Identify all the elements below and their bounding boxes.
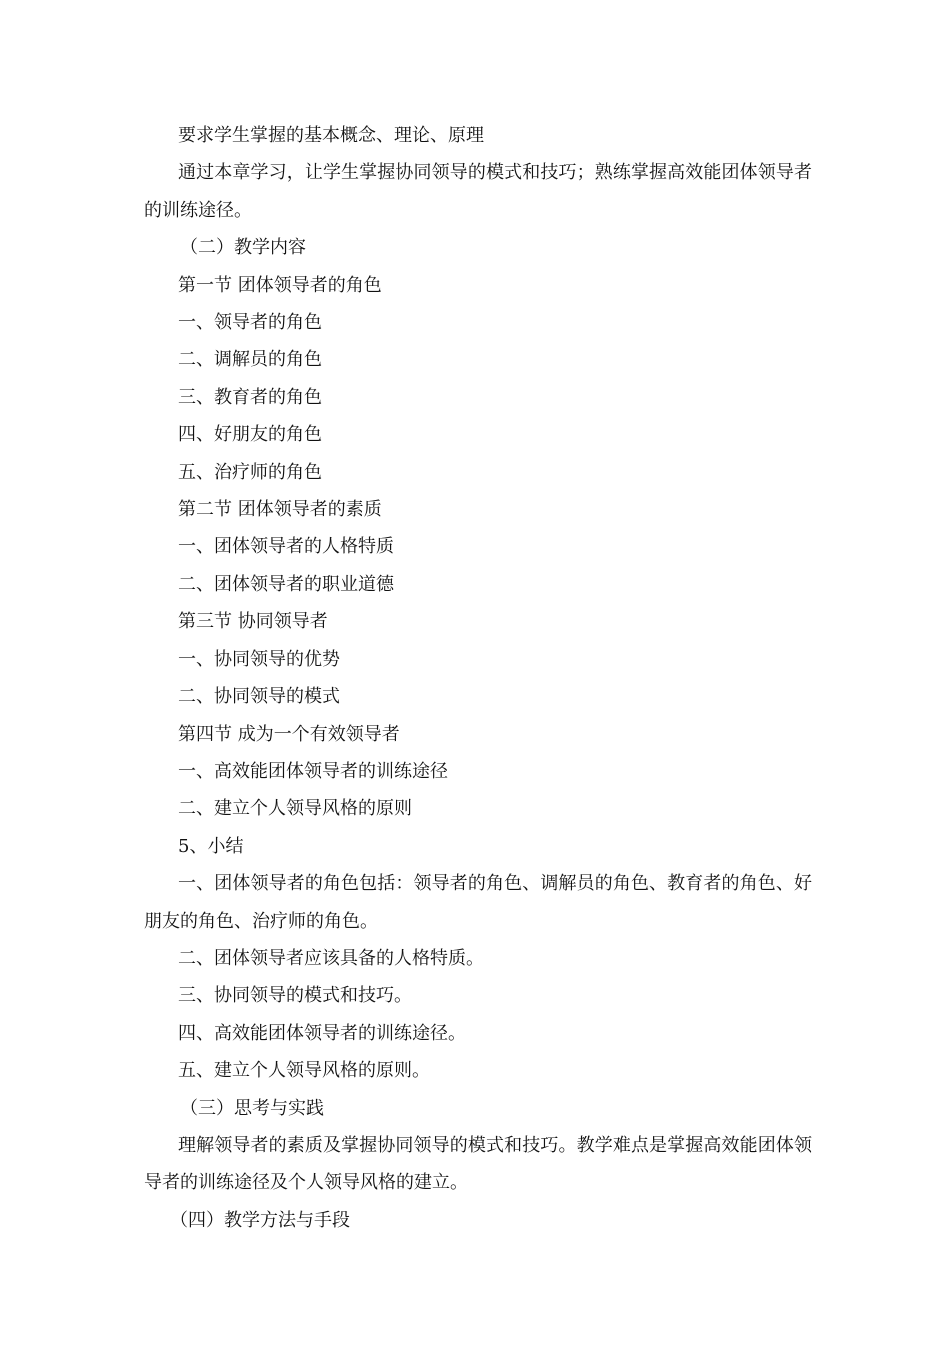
text-line: 要求学生掌握的基本概念、理论、原理: [178, 125, 484, 146]
section-heading: （二）教学内容: [180, 237, 306, 259]
text-paragraph: 通过本章学习，让学生掌握协同领导的模式和技巧；熟练掌握高效能团体领导者的训练途径。: [144, 162, 812, 221]
list-item: 五、治疗师的角色: [178, 461, 322, 483]
chapter-section-title: 第四节 成为一个有效领导者: [178, 723, 400, 745]
list-item: 二、协同领导的模式: [178, 686, 340, 708]
list-item: 四、高效能团体领导者的训练途径。: [178, 1022, 466, 1044]
list-item: 三、教育者的角色: [178, 386, 322, 408]
list-item: 一、团体领导者的人格特质: [178, 536, 394, 558]
list-item: 一、协同领导的优势: [178, 648, 340, 670]
list-item: 二、调解员的角色: [178, 349, 322, 371]
summary-heading: 5、小结: [178, 835, 244, 857]
list-item: 二、团体领导者的职业道德: [178, 573, 394, 595]
list-item: 一、领导者的角色: [178, 312, 322, 334]
text-paragraph: 理解领导者的素质及掌握协同领导的模式和技巧。教学难点是掌握高效能团体领导者的训练途径及个人领导风格的建立。: [144, 1134, 812, 1194]
list-item: 二、团体领导者应该具备的人格特质。: [178, 947, 484, 969]
summary-paragraph: 一、团体领导者的角色包括：领导者的角色、调解员的角色、教育者的角色、好朋友的角色、治疗师的角色。: [144, 873, 812, 932]
list-item: 一、高效能团体领导者的训练途径: [178, 760, 448, 782]
section-heading: （四）教学方法与手段: [170, 1209, 350, 1231]
list-item: 五、建立个人领导风格的原则。: [178, 1060, 430, 1082]
chapter-section-title: 第一节 团体领导者的角色: [178, 274, 382, 296]
chapter-section-title: 第三节 协同领导者: [178, 611, 328, 633]
list-item: 二、建立个人领导风格的原则: [178, 798, 412, 820]
document-body: [144, 117, 812, 1239]
list-item: 三、协同领导的模式和技巧。: [178, 985, 412, 1007]
section-heading: （三）思考与实践: [180, 1097, 324, 1119]
chapter-section-title: 第二节 团体领导者的素质: [178, 499, 382, 521]
list-item: 四、好朋友的角色: [178, 424, 322, 446]
